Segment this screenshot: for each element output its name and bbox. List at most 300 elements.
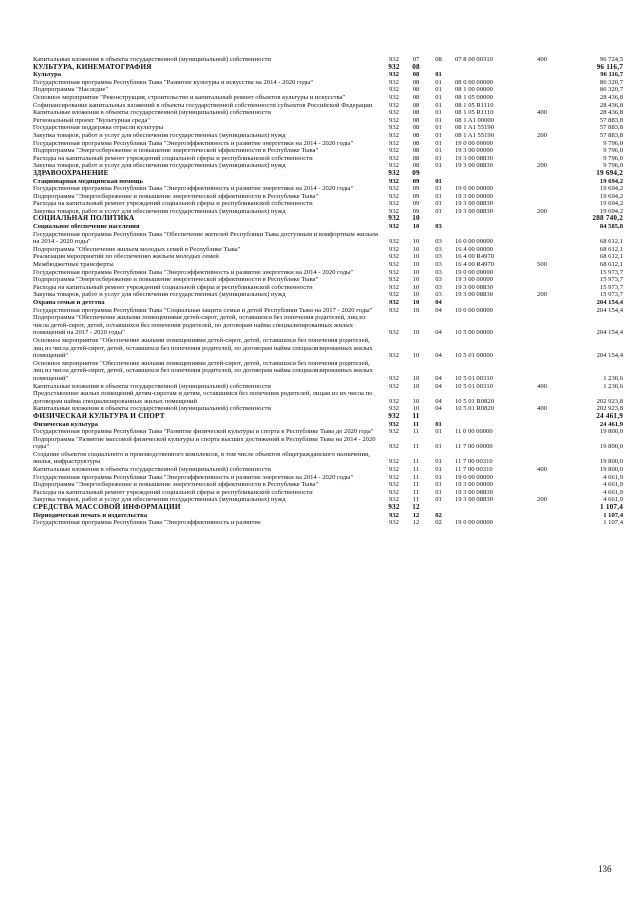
target-article-code: 08 0 00 00000 [455,78,493,86]
section-code: 10 [412,223,420,231]
section-code: 10 [412,374,420,382]
subsection-row [33,71,623,79]
table-row [33,360,623,383]
table-row [33,314,623,337]
subsection-code: 01 [435,466,442,474]
section-code: 10 [412,405,420,413]
table-row [33,185,623,193]
target-article-code: 16 4 00 R4970 [455,261,495,269]
subsection-code: 02 [435,519,442,527]
subsection-code: 01 [435,139,442,147]
section-heading-row [33,170,623,178]
table-row [33,337,623,360]
amount: 15 973,7 [599,268,623,276]
amount: 15 973,7 [599,283,623,291]
subsection-code: 01 [435,86,442,94]
row-name: Культура [33,71,62,79]
table-row [33,140,623,148]
subsection-code: 04 [435,299,442,306]
table-row [33,155,623,163]
table-row [33,291,623,299]
table-row [33,481,623,489]
row-name: Государственная программа Республики Тыва "Энергоэффективность и развитие энергетики на 2014 - 2020 годы" [33,268,354,276]
row-name: Стационарная медицинская помощь [33,177,143,185]
ministry-code: 932 [389,162,399,170]
section-code: 12 [412,503,420,512]
ministry-code: 932 [389,519,399,527]
ministry-code: 932 [389,352,399,360]
row-name: Государственная программа Республики Тыва "Обеспечение жителей Республики Тыва доступным и комфортным жильем на 2014 - 2020 годы" [33,230,378,246]
section-code: 10 [412,352,420,360]
row-name: Государственная программа Республики Тыва "Энергоэффективность и развитие [33,519,261,527]
amount: 1 107,4 [603,519,623,527]
subsection-code: 01 [435,154,442,162]
subsection-code: 04 [435,329,442,337]
subsection-code: 01 [435,162,442,170]
amount: 4 661,9 [603,473,623,481]
subsection-code: 01 [435,131,442,139]
target-article-code: 08 1 00 00000 [455,86,493,94]
row-name: СРЕДСТВА МАССОВОЙ ИНФОРМАЦИИ [33,503,181,512]
subsection-code: 03 [435,245,442,253]
target-article-code: 19 0 00 00000 [455,519,493,527]
ministry-code: 932 [388,62,400,71]
amount: 19 694,2 [599,207,623,215]
subsection-code: 03 [435,283,442,291]
row-name: Капитальные вложения в объекты государственной (муниципальной) собственности [33,109,271,117]
table-row [33,519,623,527]
target-article-code: 10 5 00 00000 [455,329,493,337]
section-code: 08 [412,93,420,101]
target-article-code: 11 7 00 00310 [455,466,493,474]
table-row [33,474,623,482]
amount: 68 612,1 [599,245,623,253]
subsection-code: 01 [435,192,442,200]
target-article-code: 19 3 00 08830 [455,207,493,215]
target-article-code: 10 0 00 00000 [455,306,493,314]
ministry-code: 932 [389,299,399,306]
section-heading-row [33,504,623,512]
table-row [33,276,623,284]
target-article-code: 08 1 05 R1110 [455,101,494,109]
section-code: 08 [412,139,420,147]
amount: 204 154,4 [596,329,623,337]
amount: 19 694,2 [599,177,623,185]
ministry-code: 932 [389,200,399,208]
budget-table [33,56,623,527]
subsection-code: 01 [435,101,442,109]
table-row [33,231,623,246]
row-name: КУЛЬТУРА, КИНЕМАТОГРАФИЯ [33,62,152,71]
amount: 4 661,9 [603,481,623,489]
row-name: Капитальные вложения в объекты государственной (муниципальной) собственности [33,466,271,474]
expense-type-code: 400 [537,56,547,63]
ministry-code: 932 [389,329,399,337]
target-article-code: 07 8 00 00310 [455,56,493,63]
section-code: 11 [412,466,420,474]
ministry-code: 932 [389,116,399,124]
ministry-code: 932 [388,503,400,512]
expense-type-code: 400 [537,382,547,390]
section-code: 10 [412,283,420,291]
section-code: 10 [412,268,420,276]
row-name: Государственная программа Республики Тыва "Развитие физической культуры и спорта в Республике Тыва до 2020 года" [33,428,374,436]
table-row [33,117,623,125]
ministry-code: 932 [389,496,399,504]
section-code: 09 [412,200,420,208]
subsection-code: 01 [435,185,442,193]
ministry-code: 932 [389,291,399,299]
table-row [33,132,623,140]
row-name: Капитальные вложения в объекты государственной (муниципальной) собственности [33,405,271,413]
target-article-code: 19 3 00 08830 [455,496,493,504]
row-name: ЗДРАВООХРАНЕНИЕ [33,168,109,177]
amount: 4 661,9 [603,488,623,496]
ministry-code: 932 [389,185,399,193]
subsection-code: 04 [435,405,442,413]
section-code: 08 [412,116,420,124]
subsection-row [33,512,623,520]
row-name: Государственная программа Республики Тыва "Энергоэффективность и развитие энергетики на 2014 - 2020 годы" [33,185,354,193]
table-row [33,284,623,292]
subsection-code: 01 [435,428,442,436]
subsection-code: 04 [435,306,442,314]
table-row [33,162,623,170]
expense-type-code: 200 [537,162,547,170]
amount: 19 694,2 [599,185,623,193]
amount: 24 461,9 [596,411,623,420]
section-code: 10 [412,245,420,253]
ministry-code: 932 [389,124,399,132]
subsection-code: 01 [435,147,442,155]
expense-type-code: 200 [537,207,547,215]
row-name: Закупка товаров, работ и услуг для обеспечения государственных (муниципальных) нужд [33,162,286,170]
row-name: Государственная программа Республики Тыва "Энергоэффективность и развитие энергетики на 2014 - 2020 годы" [33,473,354,481]
ministry-code: 932 [389,473,399,481]
ministry-code: 932 [389,56,399,63]
amount: 86 320,7 [599,78,623,86]
ministry-code: 932 [389,139,399,147]
section-code: 08 [412,109,420,117]
section-code: 09 [412,192,420,200]
subsection-code: 01 [435,496,442,504]
subsection-code: 01 [435,420,442,428]
section-code: 07 [412,56,420,63]
target-article-code: 16 4 00 R4970 [455,253,495,261]
row-name: Расходы на капитальный ремонт учреждений социальной сферы и республиканской собственности [33,283,313,291]
section-code: 09 [412,207,420,215]
section-code: 08 [412,154,420,162]
ministry-code: 932 [389,268,399,276]
ministry-code: 932 [389,276,399,284]
ministry-code: 932 [389,101,399,109]
amount: 96 116,7 [600,71,623,79]
amount: 288 740,2 [592,214,623,223]
ministry-code: 932 [389,78,399,86]
target-article-code: 10 5 01 00310 [455,374,493,382]
table-row [33,436,623,451]
row-name: Периодическая печать и издательства [33,511,148,519]
subsection-row [33,223,623,231]
amount: 24 461,9 [599,420,623,428]
row-name: Расходы на капитальный ремонт учреждений социальной сферы и республиканской собственности [33,200,313,208]
subsection-code: 03 [435,268,442,276]
section-code: 10 [412,261,420,269]
target-article-code: 10 5 01 00000 [455,352,493,360]
ministry-code: 932 [389,147,399,155]
ministry-code: 932 [389,405,399,413]
subsection-code: 03 [435,291,442,299]
section-code: 10 [412,214,420,223]
section-code: 10 [412,276,420,284]
subsection-code: 01 [435,481,442,489]
section-code: 08 [412,124,420,132]
target-article-code: 11 0 00 00000 [455,428,493,436]
ministry-code: 932 [389,207,399,215]
amount: 28 436,8 [599,93,623,101]
section-code: 08 [412,78,420,86]
amount: 57 883,8 [599,131,623,139]
row-name: СОЦИАЛЬНАЯ ПОЛИТИКА [33,214,135,223]
amount: 19 800,0 [599,458,623,466]
section-code: 11 [412,411,420,420]
section-code: 11 [412,428,420,436]
ministry-code: 932 [389,397,399,405]
target-article-code: 16 0 00 00000 [455,238,493,246]
table-row [33,102,623,110]
row-name: Государственная программа Республики Тыва "Развитие культуры и искусства на 2014 - 2020 годы" [33,78,314,86]
section-code: 11 [412,496,420,504]
row-name: Государственная программа Республики Тыва "Энергоэффективность и развитие энергетики на 2014 - 2020 годы" [33,139,354,147]
amount: 19 800,0 [599,466,623,474]
section-code: 08 [412,62,420,71]
table-row [33,428,623,436]
table-row [33,109,623,117]
amount: 28 436,8 [599,109,623,117]
section-code: 11 [412,473,420,481]
ministry-code: 932 [388,214,400,223]
row-name: Подпрограмма "Развитие массовой физической культуры и спорта высших достижений в Республике Тыва на 2014 - 2020 годы" [33,435,376,451]
row-name: Охрана семьи и детства [33,299,105,306]
row-name: ФИЗИЧЕСКАЯ КУЛЬТУРА И СПОРТ [33,411,165,420]
table-row [33,86,623,94]
amount: 202 923,8 [596,397,623,405]
ministry-code: 932 [389,306,399,314]
section-code: 10 [412,238,420,246]
target-article-code: 08 1 A1 55190 [455,131,495,139]
subsection-code: 03 [435,238,442,246]
row-name: Закупка товаров, работ и услуг для обеспечения государственных (муниципальных) нужд [33,291,286,299]
section-code: 10 [412,397,420,405]
subsection-code: 01 [435,200,442,208]
amount: 19 694,2 [596,168,623,177]
section-code: 12 [412,511,420,519]
amount: 9 796,0 [603,147,623,155]
target-article-code: 08 1 A1 55190 [455,124,495,132]
subsection-code: 02 [435,511,442,519]
ministry-code: 932 [389,93,399,101]
ministry-code: 932 [389,382,399,390]
subsection-code: 01 [435,458,442,466]
subsection-code: 03 [435,261,442,269]
subsection-row [33,299,623,307]
target-article-code: 10 5 01 R0820 [455,405,495,413]
section-code: 09 [412,185,420,193]
row-name: Подпрограмма "Наследие" [33,86,109,94]
target-article-code: 11 7 00 00000 [455,443,493,451]
table-row [33,261,623,269]
section-code: 10 [412,299,420,306]
ministry-code: 932 [389,374,399,382]
target-article-code: 19 0 00 00000 [455,185,493,193]
section-code: 08 [412,131,420,139]
row-name: Расходы на капитальный ремонт учреждений социальной сферы и республиканской собственности [33,488,313,496]
expense-type-code: 500 [537,261,547,269]
amount: 68 612,1 [599,238,623,246]
expense-type-code: 200 [537,291,547,299]
subsection-code: 01 [435,488,442,496]
amount: 9 796,0 [603,154,623,162]
row-name: Закупка товаров, работ и услуг для обеспечения государственных (муниципальных) нужд [33,496,286,504]
amount: 4 661,9 [603,496,623,504]
target-article-code: 19 0 00 00000 [455,268,493,276]
row-name: Подпрограмма "Обеспечение жилыми помещениями детей-сирот, детей, оставшихся без попечения родителей, лиц из числа детей-сирот, детей, оставшихся без попечения родителей, по договорам найма специализированных жилых помещений на 2017 - 2020 годы" [33,314,366,337]
amount: 204 154,4 [596,306,623,314]
amount: 57 883,8 [599,124,623,132]
target-article-code: 19 0 00 00000 [455,139,493,147]
subsection-code: 03 [435,276,442,284]
ministry-code: 932 [389,86,399,94]
subsection-code: 04 [435,382,442,390]
table-row [33,466,623,474]
row-name: Капитальные вложения в объекты государственной (муниципальной) собственности [33,56,271,63]
amount: 204 154,4 [596,299,623,306]
ministry-code: 932 [389,253,399,261]
row-name: Социальное обеспечение населения [33,223,140,231]
section-code: 08 [412,71,420,79]
target-article-code: 19 3 00 08830 [455,200,493,208]
subsection-code: 01 [435,78,442,86]
amount: 1 230,6 [603,374,623,382]
amount: 19 694,2 [599,192,623,200]
target-article-code: 19 3 00 00000 [455,192,493,200]
subsection-code: 01 [435,71,442,79]
subsection-code: 03 [435,223,442,231]
ministry-code: 932 [389,443,399,451]
ministry-code: 932 [389,420,399,428]
amount: 15 973,7 [599,291,623,299]
ministry-code: 932 [389,428,399,436]
ministry-code: 932 [389,458,399,466]
table-row [33,390,623,405]
amount: 1 230,6 [603,382,623,390]
row-name: Предоставление жилых помещений детям-сиротам и детям, оставшимся без попечения родителей, лицам из их числа по договорам найма специализированных жилых помещений [33,390,373,405]
subsection-code: 01 [435,443,442,451]
section-code: 10 [412,291,420,299]
ministry-code: 932 [388,168,400,177]
subsection-code: 01 [435,207,442,215]
amount: 202 923,8 [596,405,623,413]
page-number: 136 [598,864,612,874]
amount: 19 800,0 [599,443,623,451]
amount: 28 436,8 [599,101,623,109]
target-article-code: 10 5 01 00310 [455,382,493,390]
table-row [33,147,623,155]
subsection-code: 01 [435,109,442,117]
section-code: 08 [412,101,420,109]
ministry-code: 932 [389,245,399,253]
amount: 68 612,1 [599,261,623,269]
expense-type-code: 200 [537,496,547,504]
row-name: Государственная программа Республики Тыва "Социальная защита семьи и детей Республики Тыва на 2017 - 2020 годы" [33,306,373,314]
section-code: 10 [412,306,420,314]
target-article-code: 19 3 00 08830 [455,488,493,496]
ministry-code: 932 [389,223,399,231]
ministry-code: 932 [389,154,399,162]
table-row [33,200,623,208]
subsection-code: 04 [435,374,442,382]
subsection-row [33,421,623,429]
row-name: Основное мероприятие "Обеспечение жилыми помещениями детей-сирот, детей, оставшихся без попечения родителей, лиц из числа детей-сирот, детей, оставшихся без попечения родителей, по договорам найма специализированных жилых помещений" [33,336,373,360]
target-article-code: 19 3 00 08830 [455,291,493,299]
target-article-code: 08 1 05 R1110 [455,109,494,117]
table-row [33,124,623,132]
row-name: Реализация мероприятий по обеспечению жильем молодых семей [33,253,219,261]
amount: 96 724,5 [599,56,623,63]
section-heading-row [33,413,623,421]
ministry-code: 932 [389,511,399,519]
ministry-code: 932 [389,131,399,139]
target-article-code: 19 3 00 00000 [455,276,493,284]
row-name: Подпрограмма "Обеспечение жильем молодых семей в Республике Тыва" [33,245,241,253]
target-article-code: 19 3 00 00000 [455,147,493,155]
section-code: 11 [412,481,420,489]
expense-type-code: 400 [537,405,547,413]
ministry-code: 932 [389,71,399,79]
ministry-code: 932 [389,192,399,200]
subsection-code: 01 [435,93,442,101]
ministry-code: 932 [389,466,399,474]
section-code: 09 [412,177,420,185]
ministry-code: 932 [389,238,399,246]
section-heading-row [33,64,623,72]
row-name: Подпрограмма "Энергосбережение и повышение энергетической эффективности в Республике Тыва" [33,147,319,155]
amount: 1 107,4 [600,503,623,512]
subsection-code: 08 [435,56,442,63]
row-name: Создание объектов социального и производственного комплексов, в том числе объектов общегражданского назначения, жилья, инфраструктуры [33,450,370,466]
row-name: Расходы на капитальный ремонт учреждений социальной сферы и республиканской собственности [33,154,313,162]
ministry-code: 932 [388,411,400,420]
table-row [33,307,623,315]
subsection-code: 03 [435,253,442,261]
target-article-code: 16 4 00 00000 [455,245,493,253]
ministry-code: 932 [389,481,399,489]
row-name: Региональный проект "Культурная среда" [33,116,150,124]
expense-type-code: 400 [537,109,547,117]
target-article-code: 19 3 00 08830 [455,162,493,170]
table-row [33,253,623,261]
ministry-code: 932 [389,283,399,291]
target-article-code: 10 5 01 R0820 [455,397,495,405]
subsection-row [33,178,623,186]
table-row [33,489,623,497]
row-name: Закупка товаров, работ и услуг для обеспечения государственных (муниципальных) нужд [33,131,286,139]
section-code: 12 [412,519,420,527]
amount: 96 116,7 [596,62,623,71]
ministry-code: 932 [389,488,399,496]
target-article-code: 19 3 00 00000 [455,481,493,489]
subsection-code: 04 [435,397,442,405]
